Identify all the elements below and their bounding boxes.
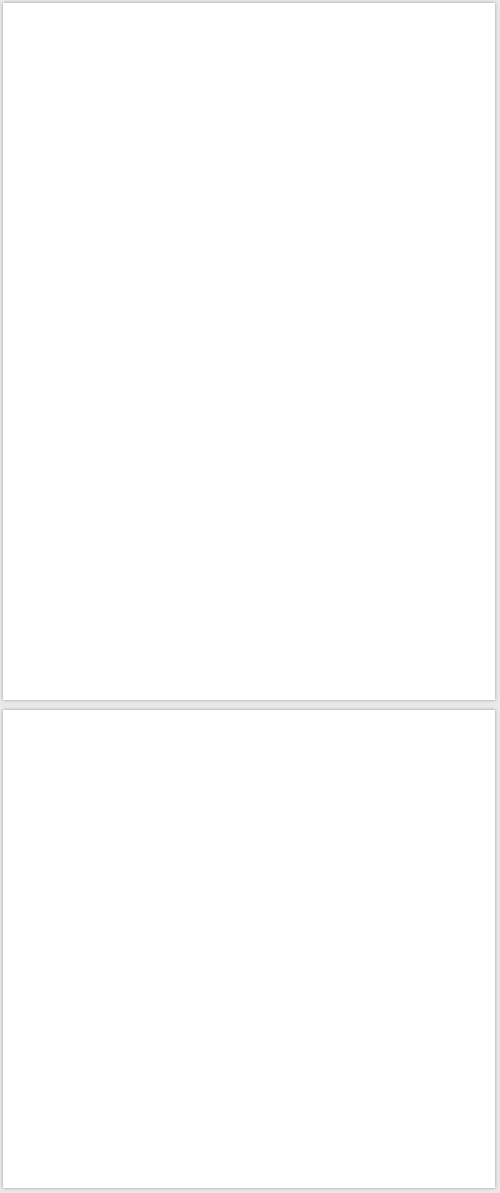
- document-page-2: [3, 710, 495, 1188]
- document-page-1: [3, 3, 495, 700]
